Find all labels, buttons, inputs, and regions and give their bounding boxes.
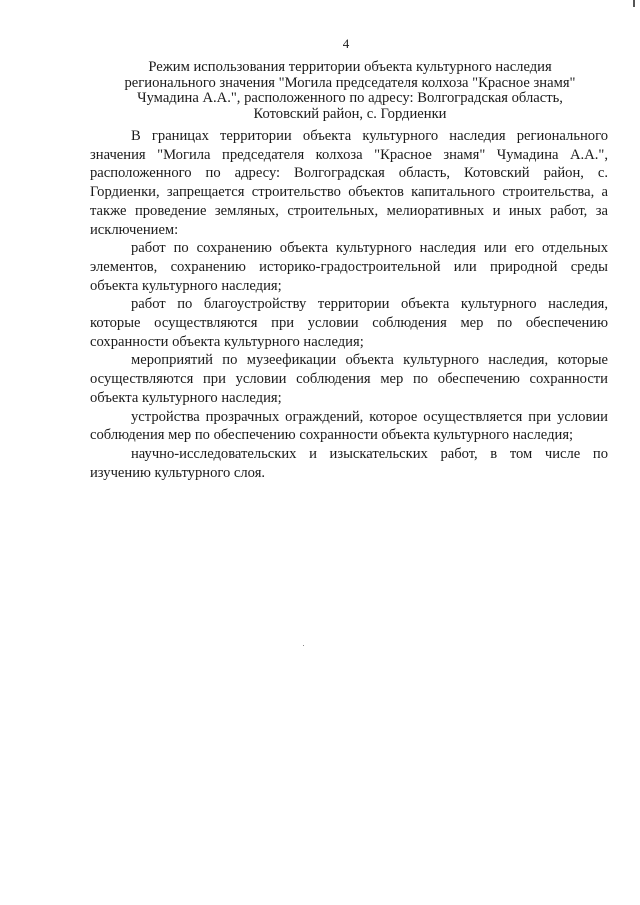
document-title [108,60,592,122]
document-body [90,127,608,482]
exception-item: работ по благоустройству территории объекта культурного наследия, которые осуществляются при условии соблюдения мер по обеспечению сохранности объекта культурного наследия; [90,296,608,350]
title-line: Чумадина А.А.", расположенного по адресу: Волгоградская область, [137,90,563,106]
intro-paragraph: В границах территории объекта культурного наследия регионального значения "Могила председателя колхоза "Красное знамя" Чумадина А.А.", расположенного по адресу: Волгоградская область, Котовский район, с. Гордиенки, запрещается строительство объектов капитального строительства, а также проведение земляных, строительных, мелиоративных и иных работ, за исключением: [90,128,608,238]
exception-item: устройства прозрачных ограждений, которое осуществляется при условии соблюдения мер по обеспечению сохранности объекта культурного наследия; [90,408,608,444]
page-number: 4 [342,36,350,51]
title-line: Котовский район, с. Гордиенки [253,105,447,122]
title-line: Режим использования территории объекта культурного наследия [148,59,552,75]
title-line: регионального значения "Могила председателя колхоза "Красное знамя" [124,74,576,91]
exception-item: научно-исследовательских и изыскательских работ, в том числе по изучению культурного слоя. [90,445,608,481]
exception-item: мероприятий по музеефикации объекта культурного наследия, которые осуществляются при условии соблюдения мер по обеспечению сохранности объекта культурного наследия; [90,352,608,406]
exception-item: работ по сохранению объекта культурного наследия или его отдельных элементов, сохранению историко-градостроительной или природной среды объекта культурного наследия; [90,240,608,294]
scan-dot [303,645,304,646]
scan-mark [633,0,635,7]
